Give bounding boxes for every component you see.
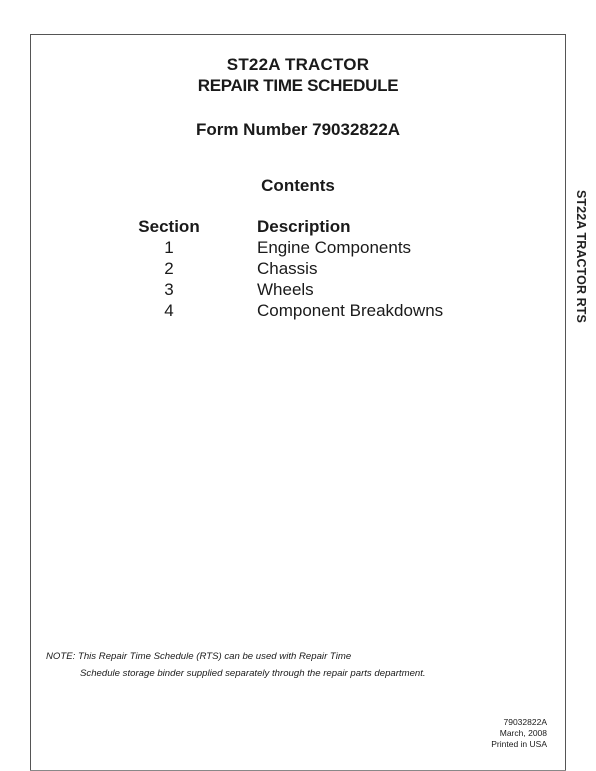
side-tab-label: ST22A TRACTOR RTS [574, 190, 588, 323]
footer-part-number: 79032822A [503, 717, 547, 727]
table-of-contents [131, 217, 471, 322]
note-text-line2: Schedule storage binder supplied separately through the repair parts department. [80, 668, 426, 679]
section-number: 4 [164, 301, 174, 320]
section-column-header: Section [138, 217, 200, 236]
section-description: Chassis [257, 259, 318, 278]
section-description: Component Breakdowns [257, 301, 444, 320]
toc-row [131, 301, 471, 322]
form-number: Form Number 79032822A [195, 120, 401, 139]
section-number: 3 [164, 280, 174, 299]
toc-row [131, 259, 471, 280]
description-column-header: Description [257, 217, 351, 236]
section-description: Engine Components [257, 238, 412, 257]
toc-row [131, 280, 471, 301]
note-text-line1: NOTE: This Repair Time Schedule (RTS) can be used with Repair Time [46, 651, 352, 662]
footer-date: March, 2008 [499, 728, 547, 738]
section-number: 2 [164, 259, 174, 278]
toc-header [131, 217, 471, 238]
footer-printed: Printed in USA [491, 739, 547, 749]
document-subtitle: REPAIR TIME SCHEDULE [197, 76, 399, 95]
document-title: ST22A TRACTOR [226, 55, 370, 74]
toc-row [131, 238, 471, 259]
contents-heading: Contents [261, 176, 335, 195]
footer-info [491, 717, 547, 750]
section-number: 1 [164, 238, 174, 257]
section-description: Wheels [257, 280, 314, 299]
